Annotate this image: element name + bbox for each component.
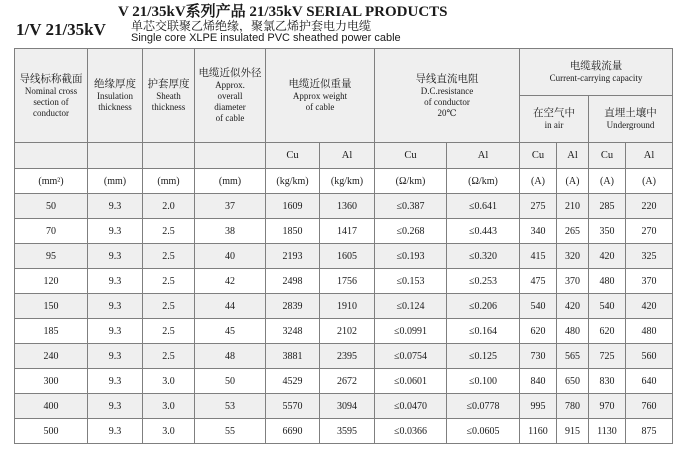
table-cell: 480	[557, 319, 589, 344]
table-cell: 120	[15, 269, 88, 294]
table-cell: 325	[626, 244, 673, 269]
subheader-cell: Al	[447, 143, 520, 169]
subheader-blank	[195, 143, 266, 169]
unit-cell: (kg/km)	[320, 169, 375, 194]
table-cell: 50	[195, 369, 266, 394]
header-resistance: 导线直流电阻 D.C.resistance of conductor 20℃	[375, 49, 520, 143]
header-underground: 直埋土壤中 Underground	[589, 96, 673, 143]
subheader-cell: Cu	[375, 143, 447, 169]
table-cell: 3094	[320, 394, 375, 419]
table-cell: 265	[557, 219, 589, 244]
unit-cell: (A)	[626, 169, 673, 194]
table-row	[15, 244, 673, 269]
table-cell: 2.5	[143, 294, 195, 319]
table-cell: 3.0	[143, 419, 195, 444]
table-cell: ≤0.125	[447, 344, 520, 369]
table-cell: 2.5	[143, 219, 195, 244]
table-cell: 9.3	[88, 344, 143, 369]
table-cell: 5570	[266, 394, 320, 419]
table-cell: 370	[626, 269, 673, 294]
subheader-cell: Cu	[266, 143, 320, 169]
table-cell: 370	[557, 269, 589, 294]
table-cell: 2672	[320, 369, 375, 394]
table-cell: ≤0.153	[375, 269, 447, 294]
series-title: V 21/35kV系列产品 21/35kV SERIAL PRODUCTS	[118, 4, 448, 20]
table-cell: 38	[195, 219, 266, 244]
table-cell: 2.5	[143, 269, 195, 294]
table-cell: 9.3	[88, 244, 143, 269]
table-cell: 53	[195, 394, 266, 419]
table-cell: ≤0.100	[447, 369, 520, 394]
table-cell: 2395	[320, 344, 375, 369]
table-cell: 270	[626, 219, 673, 244]
table-cell: 875	[626, 419, 673, 444]
table-cell: 1417	[320, 219, 375, 244]
table-cell: 3595	[320, 419, 375, 444]
table-cell: 4529	[266, 369, 320, 394]
table-cell: ≤0.0991	[375, 319, 447, 344]
table-cell: 830	[589, 369, 626, 394]
table-cell: 1160	[520, 419, 557, 444]
subheader-cell: Cu	[520, 143, 557, 169]
table-cell: 9.3	[88, 369, 143, 394]
unit-cell: (mm)	[195, 169, 266, 194]
table-row	[15, 394, 673, 419]
subheader-row	[15, 143, 673, 169]
table-cell: 9.3	[88, 294, 143, 319]
table-cell: 44	[195, 294, 266, 319]
table-cell: 320	[557, 244, 589, 269]
model-label: 1/V 21/35kV	[16, 20, 106, 39]
header-capacity: 电缆载流量 Current-carrying capacity	[520, 49, 673, 96]
table-cell: 540	[520, 294, 557, 319]
table-cell: 40	[195, 244, 266, 269]
table-cell: 1609	[266, 194, 320, 219]
table-cell: ≤0.164	[447, 319, 520, 344]
table-cell: 2.0	[143, 194, 195, 219]
table-cell: 650	[557, 369, 589, 394]
table-cell: 420	[626, 294, 673, 319]
table-cell: 6690	[266, 419, 320, 444]
table-cell: 420	[557, 294, 589, 319]
table-cell: 9.3	[88, 269, 143, 294]
table-cell: ≤0.0470	[375, 394, 447, 419]
table-cell: 420	[589, 244, 626, 269]
table-cell: 480	[626, 319, 673, 344]
table-cell: 2498	[266, 269, 320, 294]
table-cell: 45	[195, 319, 266, 344]
unit-cell: (kg/km)	[266, 169, 320, 194]
table-cell: 340	[520, 219, 557, 244]
table-row	[15, 194, 673, 219]
table-row	[15, 419, 673, 444]
table-cell: 275	[520, 194, 557, 219]
table-cell: 2.5	[143, 319, 195, 344]
table-cell: 640	[626, 369, 673, 394]
table-cell: 9.3	[88, 419, 143, 444]
table-cell: 2.5	[143, 244, 195, 269]
table-cell: 415	[520, 244, 557, 269]
table-cell: ≤0.206	[447, 294, 520, 319]
header-weight: 电缆近似重量 Approx weight of cable	[266, 49, 375, 143]
header-diameter: 电缆近似外径 Approx. overall diameter of cable	[195, 49, 266, 143]
table-cell: 780	[557, 394, 589, 419]
unit-cell: (Ω/km)	[375, 169, 447, 194]
unit-cell: (A)	[557, 169, 589, 194]
header-section: 导线标称截面 Nominal cross section of conductor	[15, 49, 88, 143]
table-cell: 2839	[266, 294, 320, 319]
table-cell: 50	[15, 194, 88, 219]
table-cell: 9.3	[88, 394, 143, 419]
table-cell: 1756	[320, 269, 375, 294]
table-cell: ≤0.641	[447, 194, 520, 219]
product-title-en: Single core XLPE insulated PVC sheathed power cable	[131, 32, 401, 44]
table-cell: 2193	[266, 244, 320, 269]
table-cell: ≤0.268	[375, 219, 447, 244]
table-cell: 475	[520, 269, 557, 294]
product-title-cn: 单芯交联聚乙烯绝缘，聚氯乙烯护套电力电缆	[131, 19, 372, 33]
table-cell: ≤0.0366	[375, 419, 447, 444]
table-cell: 500	[15, 419, 88, 444]
table-cell: ≤0.0754	[375, 344, 447, 369]
table-cell: 970	[589, 394, 626, 419]
subheader-blank	[15, 143, 88, 169]
header-sheath: 护套厚度 Sheath thickness	[143, 49, 195, 143]
table-cell: ≤0.0601	[375, 369, 447, 394]
table-cell: ≤0.193	[375, 244, 447, 269]
table-body	[15, 194, 673, 444]
unit-cell: (A)	[589, 169, 626, 194]
cable-spec-table	[14, 48, 673, 444]
table-cell: ≤0.320	[447, 244, 520, 269]
table-cell: 3.0	[143, 369, 195, 394]
table-cell: 220	[626, 194, 673, 219]
table-cell: 915	[557, 419, 589, 444]
table-cell: ≤0.124	[375, 294, 447, 319]
unit-cell: (mm²)	[15, 169, 88, 194]
table-row	[15, 294, 673, 319]
subheader-cell: Al	[626, 143, 673, 169]
table-cell: ≤0.0778	[447, 394, 520, 419]
table-cell: 480	[589, 269, 626, 294]
unit-cell: (mm)	[88, 169, 143, 194]
table-cell: 620	[589, 319, 626, 344]
table-row	[15, 319, 673, 344]
table-cell: 285	[589, 194, 626, 219]
table-cell: 3.0	[143, 394, 195, 419]
table-cell: 95	[15, 244, 88, 269]
unit-row	[15, 169, 673, 194]
table-cell: 350	[589, 219, 626, 244]
table-row	[15, 344, 673, 369]
table-cell: 620	[520, 319, 557, 344]
table-cell: 185	[15, 319, 88, 344]
table-cell: 560	[626, 344, 673, 369]
table-cell: 760	[626, 394, 673, 419]
table-cell: 2102	[320, 319, 375, 344]
table-cell: 725	[589, 344, 626, 369]
table-cell: 1605	[320, 244, 375, 269]
table-cell: 70	[15, 219, 88, 244]
table-cell: 240	[15, 344, 88, 369]
table-cell: 995	[520, 394, 557, 419]
table-cell: 2.5	[143, 344, 195, 369]
table-cell: 55	[195, 419, 266, 444]
table-row	[15, 269, 673, 294]
table-cell: ≤0.0605	[447, 419, 520, 444]
table-cell: 42	[195, 269, 266, 294]
table-cell: 1850	[266, 219, 320, 244]
header-insulation: 绝缘厚度 Insulation thickness	[88, 49, 143, 143]
table-cell: ≤0.387	[375, 194, 447, 219]
subheader-cell: Al	[320, 143, 375, 169]
unit-cell: (mm)	[143, 169, 195, 194]
table-cell: 565	[557, 344, 589, 369]
subheader-blank	[88, 143, 143, 169]
table-cell: 300	[15, 369, 88, 394]
table-row	[15, 369, 673, 394]
table-cell: 3881	[266, 344, 320, 369]
unit-cell: (Ω/km)	[447, 169, 520, 194]
header-in-air: 在空气中 in air	[520, 96, 589, 143]
table-cell: 730	[520, 344, 557, 369]
table-cell: 840	[520, 369, 557, 394]
table-cell: ≤0.253	[447, 269, 520, 294]
table-row	[15, 219, 673, 244]
subheader-cell: Al	[557, 143, 589, 169]
table-cell: 400	[15, 394, 88, 419]
table-cell: 540	[589, 294, 626, 319]
subheader-cell: Cu	[589, 143, 626, 169]
unit-cell: (A)	[520, 169, 557, 194]
table-cell: 48	[195, 344, 266, 369]
table-cell: 9.3	[88, 194, 143, 219]
table-cell: 3248	[266, 319, 320, 344]
subheader-blank	[143, 143, 195, 169]
table-cell: 1910	[320, 294, 375, 319]
table-cell: 1360	[320, 194, 375, 219]
table-cell: 9.3	[88, 219, 143, 244]
table-cell: 9.3	[88, 319, 143, 344]
table-cell: ≤0.443	[447, 219, 520, 244]
table-cell: 1130	[589, 419, 626, 444]
table-cell: 210	[557, 194, 589, 219]
table-cell: 37	[195, 194, 266, 219]
table-cell: 150	[15, 294, 88, 319]
